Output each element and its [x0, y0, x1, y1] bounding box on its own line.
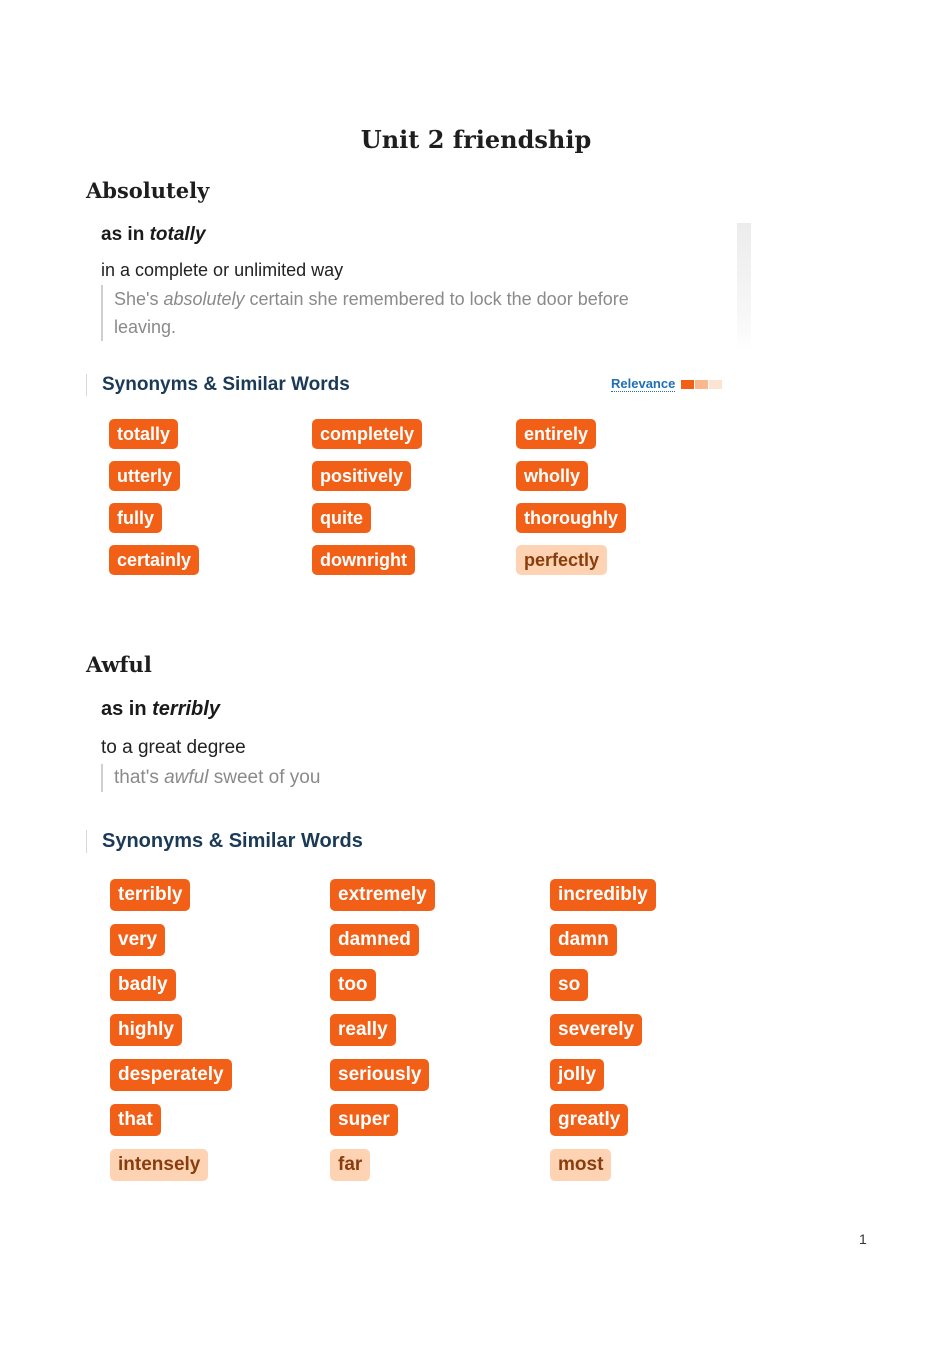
document-title: Unit 2 friendship	[360, 125, 592, 154]
example-text: leaving.	[114, 317, 177, 337]
synonym-chip[interactable]: entirely	[516, 419, 596, 449]
synonym-chip[interactable]: wholly	[516, 461, 588, 491]
scroll-fade	[737, 223, 751, 353]
synonym-chip[interactable]: far	[330, 1149, 370, 1181]
example-quote	[101, 764, 320, 792]
relevance-label[interactable]: Relevance	[611, 376, 676, 391]
relevance-meter-icon	[681, 380, 722, 389]
synonym-chip[interactable]: terribly	[110, 879, 190, 911]
as-in-prefix: as in	[101, 698, 153, 720]
synonym-chip[interactable]: seriously	[330, 1059, 429, 1091]
synonym-chip[interactable]: quite	[312, 503, 371, 533]
as-in-word[interactable]: terribly	[152, 698, 220, 720]
synonym-grid	[109, 419, 720, 575]
example-text: certain she remembered to lock the door before	[244, 289, 629, 309]
synonym-chip[interactable]: thoroughly	[516, 503, 626, 533]
as-in-line	[101, 698, 220, 721]
synonym-chip[interactable]: perfectly	[516, 545, 607, 575]
synonym-chip[interactable]: badly	[110, 969, 176, 1001]
synonym-chip[interactable]: greatly	[550, 1104, 628, 1136]
synonym-chip[interactable]: so	[550, 969, 588, 1001]
synonym-chip[interactable]: super	[330, 1104, 398, 1136]
relevance-segment	[695, 380, 708, 389]
example-quote	[101, 285, 689, 341]
synonym-grid	[110, 879, 770, 1181]
synonym-chip[interactable]: that	[110, 1104, 161, 1136]
synonym-chip[interactable]: severely	[550, 1014, 642, 1046]
synonym-chip[interactable]: extremely	[330, 879, 435, 911]
synonym-chip[interactable]: highly	[110, 1014, 182, 1046]
example-text: sweet of you	[208, 767, 321, 788]
definition: to a great degree	[101, 737, 246, 758]
synonym-chip[interactable]: desperately	[110, 1059, 232, 1091]
synonym-chip[interactable]: most	[550, 1149, 611, 1181]
synonym-chip[interactable]: damned	[330, 924, 419, 956]
synonym-chip[interactable]: utterly	[109, 461, 180, 491]
synonym-chip[interactable]: intensely	[110, 1149, 208, 1181]
synonyms-heading: Synonyms & Similar Words	[86, 830, 363, 853]
as-in-word[interactable]: totally	[149, 224, 206, 245]
word-heading-awful: Awful	[86, 652, 152, 677]
relevance-sort[interactable]	[611, 376, 722, 392]
synonym-chip[interactable]: totally	[109, 419, 178, 449]
synonym-chip[interactable]: really	[330, 1014, 396, 1046]
synonym-chip[interactable]: positively	[312, 461, 411, 491]
synonym-chip[interactable]: downright	[312, 545, 415, 575]
example-highlight: awful	[164, 767, 209, 788]
synonym-chip[interactable]: completely	[312, 419, 422, 449]
example-highlight: absolutely	[163, 289, 245, 309]
synonym-chip[interactable]: too	[330, 969, 376, 1001]
synonym-chip[interactable]: incredibly	[550, 879, 656, 911]
example-text: She's	[114, 289, 164, 309]
synonyms-heading: Synonyms & Similar Words	[86, 374, 350, 396]
word-heading-absolutely: Absolutely	[86, 178, 210, 203]
as-in-line	[101, 224, 206, 246]
synonym-chip[interactable]: jolly	[550, 1059, 604, 1091]
relevance-segment	[709, 380, 722, 389]
synonym-chip[interactable]: very	[110, 924, 165, 956]
definition: in a complete or unlimited way	[101, 260, 344, 280]
page-number: 1	[859, 1231, 867, 1247]
example-text: that's	[114, 767, 165, 788]
as-in-prefix: as in	[101, 224, 150, 245]
synonym-chip[interactable]: certainly	[109, 545, 199, 575]
synonym-chip[interactable]: fully	[109, 503, 162, 533]
relevance-segment	[681, 380, 694, 389]
synonym-chip[interactable]: damn	[550, 924, 617, 956]
